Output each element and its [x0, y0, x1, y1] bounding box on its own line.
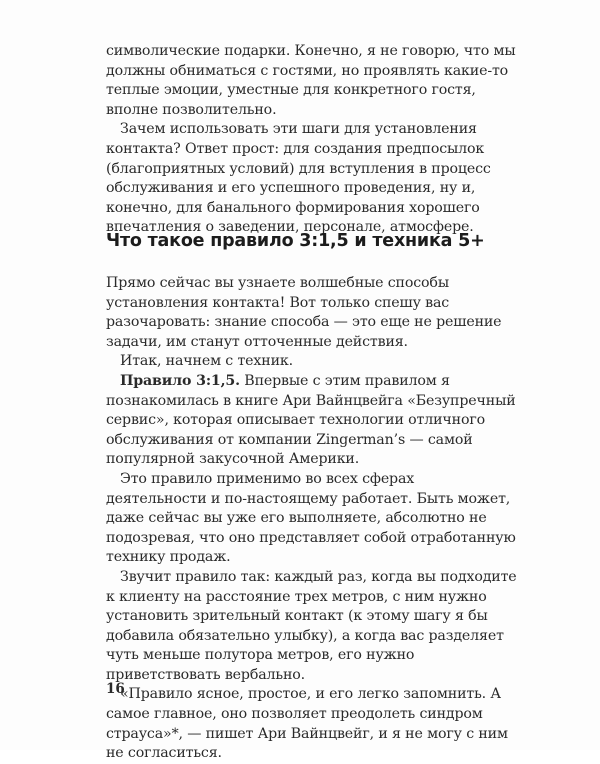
rule-title: Правило 3:1,5.	[120, 372, 240, 389]
section-text	[106, 274, 518, 764]
paragraph-3	[106, 372, 518, 470]
intro-text	[106, 42, 518, 238]
paragraph-1: Прямо сейчас вы узнаете волшебные способы установления контакта! Вот только спешу вас разочаровать: знание способа — это еще не решение задачи, им станут отточенные действия.	[106, 275, 502, 350]
paragraph-4: Это правило применимо во всех сферах деятельности и по-настоящему работает. Быть может, даже сейчас вы уже его выполняете, абсолютно не подозревая, что оно представляет собой отработанную технику продаж.	[106, 470, 516, 566]
paragraph-2: Итак, начнем с техник.	[120, 353, 293, 370]
section-heading: Что такое правило 3:1,5 и техника 5+	[106, 231, 485, 251]
paragraph-3-text: Впервые с этим правилом я познакомилась в книге Ари Вайнцвейга «Безупречный сервис», которая описывает технологии отличного обслуживания от компании Zingerman’s — самой популярной закусочной Америки.	[106, 372, 516, 468]
paragraph-intro-2: Зачем использовать эти шаги для установления контакта? Ответ прост: для создания предпосылок (благоприятных условий) для вступления в процесс обслуживания и его успешного проведения, ну и, конечно, для банального формирования хорошего впечатления о заведении, персонале, атмосфере.	[106, 121, 491, 236]
page-number: 16	[106, 681, 125, 697]
paragraph-5: Звучит правило так: каждый раз, когда вы подходите к клиенту на расстояние трех метров, с ним нужно установить зрительный контакт (к этому шагу я бы добавила обязательно улыбку), а когда вас разделяет чуть меньше полутора метров, его нужно приветствовать вербально.	[106, 568, 517, 683]
paragraph-6: «Правило ясное, простое, и его легко запомнить. А самое главное, оно позволяет преодолеть синдром страуса»*, — пишет Ари Вайнцвейг, и я не могу с ним не согласиться.	[106, 686, 508, 762]
paragraph-intro-1: символические подарки. Конечно, я не говорю, что мы должны обниматься с гостями, но проявлять какие-то теплые эмоции, уместные для конкретного гостя, вполне позволительно.	[106, 43, 516, 118]
